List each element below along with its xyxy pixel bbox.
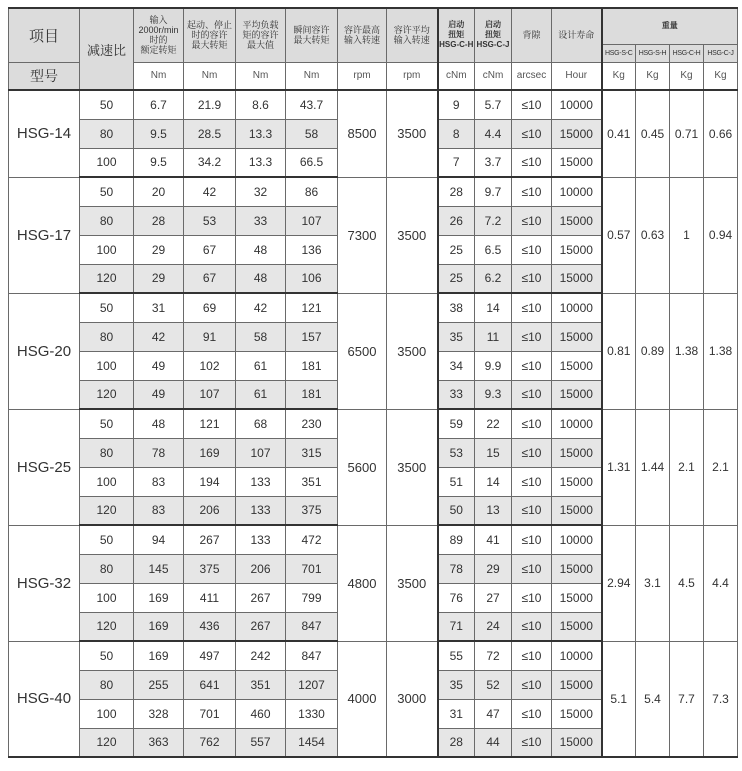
start-torque-c-j-cell: 14 — [475, 293, 512, 322]
ratio-cell: 80 — [80, 322, 134, 351]
instant-torque-cell: 121 — [286, 293, 338, 322]
ratio-cell: 50 — [80, 409, 134, 438]
instant-torque-cell: 1330 — [286, 699, 338, 728]
start-torque-c-j-cell: 24 — [475, 612, 512, 641]
weight-cell: 0.94 — [704, 177, 738, 293]
rated-torque-cell: 78 — [134, 438, 184, 467]
start-stop-torque-cell: 107 — [184, 380, 236, 409]
weight-cell: 1 — [670, 177, 704, 293]
start-torque-c-j-cell: 9.3 — [475, 380, 512, 409]
rated-torque-cell: 255 — [134, 670, 184, 699]
max-input-speed-cell: 4800 — [338, 525, 387, 641]
avg-load-torque-cell: 107 — [236, 438, 286, 467]
rated-torque-cell: 145 — [134, 554, 184, 583]
model-name: HSG-20 — [9, 293, 80, 409]
backlash-cell: ≤10 — [512, 612, 552, 641]
weight-cell: 5.4 — [636, 641, 670, 757]
life-cell: 15000 — [552, 380, 602, 409]
header-instant-torque: 瞬间容许 最大转矩 — [286, 8, 338, 62]
max-input-speed-cell: 7300 — [338, 177, 387, 293]
header-weight: 重量 — [602, 8, 738, 44]
ratio-cell: 50 — [80, 293, 134, 322]
start-stop-torque-cell: 42 — [184, 177, 236, 206]
start-stop-torque-cell: 28.5 — [184, 119, 236, 148]
start-torque-c-j-cell: 13 — [475, 496, 512, 525]
instant-torque-cell: 58 — [286, 119, 338, 148]
start-torque-c-h-cell: 7 — [438, 148, 475, 177]
start-torque-c-h-cell: 38 — [438, 293, 475, 322]
avg-load-torque-cell: 61 — [236, 380, 286, 409]
avg-load-torque-cell: 133 — [236, 496, 286, 525]
start-torque-c-h-cell: 78 — [438, 554, 475, 583]
avg-load-torque-cell: 48 — [236, 235, 286, 264]
ratio-cell: 120 — [80, 380, 134, 409]
table-row — [9, 90, 738, 119]
avg-load-torque-cell: 13.3 — [236, 148, 286, 177]
unit-start-torque-c-j: cNm — [475, 62, 512, 90]
start-torque-c-j-cell: 6.5 — [475, 235, 512, 264]
life-cell: 15000 — [552, 496, 602, 525]
model-name: HSG-25 — [9, 409, 80, 525]
unit-avg-input-speed: rpm — [387, 62, 438, 90]
start-stop-torque-cell: 762 — [184, 728, 236, 757]
weight-cell: 0.63 — [636, 177, 670, 293]
ratio-cell: 100 — [80, 583, 134, 612]
header-max-input-speed: 容许最高 输入转速 — [338, 8, 387, 62]
weight-cell: 1.44 — [636, 409, 670, 525]
weight-cell: 0.41 — [602, 90, 636, 177]
instant-torque-cell: 701 — [286, 554, 338, 583]
instant-torque-cell: 315 — [286, 438, 338, 467]
weight-cell: 0.89 — [636, 293, 670, 409]
backlash-cell: ≤10 — [512, 293, 552, 322]
start-stop-torque-cell: 67 — [184, 235, 236, 264]
start-torque-c-j-cell: 52 — [475, 670, 512, 699]
header-weight-model: HSG-S-C — [602, 44, 636, 62]
unit-weight: Kg — [602, 62, 636, 90]
avg-load-torque-cell: 42 — [236, 293, 286, 322]
header-item: 项目 — [9, 8, 80, 62]
life-cell: 15000 — [552, 148, 602, 177]
weight-cell: 0.66 — [704, 90, 738, 177]
start-torque-c-h-cell: 33 — [438, 380, 475, 409]
unit-life: Hour — [552, 62, 602, 90]
start-stop-torque-cell: 67 — [184, 264, 236, 293]
instant-torque-cell: 351 — [286, 467, 338, 496]
backlash-cell: ≤10 — [512, 496, 552, 525]
start-torque-c-j-cell: 44 — [475, 728, 512, 757]
life-cell: 15000 — [552, 351, 602, 380]
backlash-cell: ≤10 — [512, 177, 552, 206]
instant-torque-cell: 181 — [286, 351, 338, 380]
start-torque-c-j-cell: 14 — [475, 467, 512, 496]
max-input-speed-cell: 5600 — [338, 409, 387, 525]
avg-load-torque-cell: 68 — [236, 409, 286, 438]
table-row — [9, 525, 738, 554]
instant-torque-cell: 230 — [286, 409, 338, 438]
header-ratio: 减速比 — [80, 8, 134, 90]
backlash-cell: ≤10 — [512, 728, 552, 757]
backlash-cell: ≤10 — [512, 525, 552, 554]
start-torque-c-h-cell: 35 — [438, 322, 475, 351]
ratio-cell: 120 — [80, 264, 134, 293]
backlash-cell: ≤10 — [512, 670, 552, 699]
weight-cell: 2.1 — [670, 409, 704, 525]
start-torque-c-h-cell: 8 — [438, 119, 475, 148]
start-stop-torque-cell: 102 — [184, 351, 236, 380]
start-torque-c-j-cell: 22 — [475, 409, 512, 438]
unit-weight: Kg — [670, 62, 704, 90]
weight-cell: 3.1 — [636, 525, 670, 641]
weight-cell: 2.94 — [602, 525, 636, 641]
backlash-cell: ≤10 — [512, 206, 552, 235]
start-torque-c-h-cell: 31 — [438, 699, 475, 728]
instant-torque-cell: 799 — [286, 583, 338, 612]
ratio-cell: 120 — [80, 612, 134, 641]
weight-cell: 0.71 — [670, 90, 704, 177]
rated-torque-cell: 328 — [134, 699, 184, 728]
header-weight-model: HSG-C-H — [670, 44, 704, 62]
ratio-cell: 100 — [80, 699, 134, 728]
rated-torque-cell: 83 — [134, 467, 184, 496]
start-stop-torque-cell: 436 — [184, 612, 236, 641]
start-torque-c-h-cell: 28 — [438, 728, 475, 757]
life-cell: 15000 — [552, 670, 602, 699]
weight-cell: 2.1 — [704, 409, 738, 525]
instant-torque-cell: 375 — [286, 496, 338, 525]
start-stop-torque-cell: 206 — [184, 496, 236, 525]
start-torque-c-h-cell: 28 — [438, 177, 475, 206]
life-cell: 15000 — [552, 119, 602, 148]
model-name: HSG-14 — [9, 90, 80, 177]
start-torque-c-j-cell: 15 — [475, 438, 512, 467]
weight-cell: 0.81 — [602, 293, 636, 409]
instant-torque-cell: 86 — [286, 177, 338, 206]
ratio-cell: 100 — [80, 148, 134, 177]
header-avg-load-torque: 平均负载 矩的容许 最大值 — [236, 8, 286, 62]
start-torque-c-j-cell: 41 — [475, 525, 512, 554]
start-torque-c-j-cell: 3.7 — [475, 148, 512, 177]
avg-input-speed-cell: 3000 — [387, 641, 438, 757]
life-cell: 10000 — [552, 409, 602, 438]
life-cell: 15000 — [552, 612, 602, 641]
backlash-cell: ≤10 — [512, 148, 552, 177]
start-stop-torque-cell: 194 — [184, 467, 236, 496]
rated-torque-cell: 9.5 — [134, 148, 184, 177]
start-torque-c-j-cell: 27 — [475, 583, 512, 612]
weight-cell: 1.31 — [602, 409, 636, 525]
rated-torque-cell: 49 — [134, 380, 184, 409]
header-life: 设计寿命 — [552, 8, 602, 62]
ratio-cell: 50 — [80, 177, 134, 206]
start-stop-torque-cell: 69 — [184, 293, 236, 322]
life-cell: 15000 — [552, 322, 602, 351]
rated-torque-cell: 20 — [134, 177, 184, 206]
start-torque-c-h-cell: 71 — [438, 612, 475, 641]
table-row — [9, 293, 738, 322]
start-stop-torque-cell: 91 — [184, 322, 236, 351]
avg-load-torque-cell: 8.6 — [236, 90, 286, 119]
start-torque-c-h-cell: 25 — [438, 264, 475, 293]
start-stop-torque-cell: 701 — [184, 699, 236, 728]
start-torque-c-h-cell: 50 — [438, 496, 475, 525]
start-torque-c-j-cell: 72 — [475, 641, 512, 670]
unit-weight: Kg — [636, 62, 670, 90]
backlash-cell: ≤10 — [512, 641, 552, 670]
avg-load-torque-cell: 61 — [236, 351, 286, 380]
max-input-speed-cell: 6500 — [338, 293, 387, 409]
header-backlash: 背隙 — [512, 8, 552, 62]
unit-weight: Kg — [704, 62, 738, 90]
instant-torque-cell: 136 — [286, 235, 338, 264]
header-start-torque-c-j: 启动 扭矩 HSG-C-J — [475, 8, 512, 62]
start-torque-c-h-cell: 55 — [438, 641, 475, 670]
instant-torque-cell: 472 — [286, 525, 338, 554]
weight-cell: 1.38 — [704, 293, 738, 409]
avg-load-torque-cell: 13.3 — [236, 119, 286, 148]
ratio-cell: 80 — [80, 119, 134, 148]
instant-torque-cell: 847 — [286, 612, 338, 641]
life-cell: 10000 — [552, 177, 602, 206]
ratio-cell: 80 — [80, 438, 134, 467]
weight-cell: 4.4 — [704, 525, 738, 641]
start-torque-c-h-cell: 25 — [438, 235, 475, 264]
start-torque-c-h-cell: 51 — [438, 467, 475, 496]
avg-load-torque-cell: 48 — [236, 264, 286, 293]
header-rated-torque: 输入 2000r/min 时的 额定转矩 — [134, 8, 184, 62]
rated-torque-cell: 94 — [134, 525, 184, 554]
avg-load-torque-cell: 267 — [236, 583, 286, 612]
max-input-speed-cell: 8500 — [338, 90, 387, 177]
weight-cell: 4.5 — [670, 525, 704, 641]
model-name: HSG-40 — [9, 641, 80, 757]
backlash-cell: ≤10 — [512, 351, 552, 380]
table-row — [9, 409, 738, 438]
ratio-cell: 50 — [80, 90, 134, 119]
ratio-cell: 80 — [80, 670, 134, 699]
start-torque-c-j-cell: 29 — [475, 554, 512, 583]
instant-torque-cell: 43.7 — [286, 90, 338, 119]
start-torque-c-j-cell: 9.9 — [475, 351, 512, 380]
life-cell: 10000 — [552, 641, 602, 670]
backlash-cell: ≤10 — [512, 235, 552, 264]
weight-cell: 7.7 — [670, 641, 704, 757]
life-cell: 10000 — [552, 293, 602, 322]
header-weight-model: HSG-S-H — [636, 44, 670, 62]
backlash-cell: ≤10 — [512, 699, 552, 728]
start-torque-c-j-cell: 9.7 — [475, 177, 512, 206]
header-weight-model: HSG-C-J — [704, 44, 738, 62]
model-label: 型号 — [9, 62, 80, 90]
life-cell: 10000 — [552, 525, 602, 554]
avg-input-speed-cell: 3500 — [387, 90, 438, 177]
backlash-cell: ≤10 — [512, 380, 552, 409]
unit-rated-torque: Nm — [134, 62, 184, 90]
start-torque-c-h-cell: 35 — [438, 670, 475, 699]
backlash-cell: ≤10 — [512, 583, 552, 612]
max-input-speed-cell: 4000 — [338, 641, 387, 757]
rated-torque-cell: 29 — [134, 235, 184, 264]
unit-start-torque-c-h: cNm — [438, 62, 475, 90]
start-torque-c-j-cell: 6.2 — [475, 264, 512, 293]
avg-input-speed-cell: 3500 — [387, 409, 438, 525]
instant-torque-cell: 157 — [286, 322, 338, 351]
life-cell: 10000 — [552, 90, 602, 119]
start-stop-torque-cell: 267 — [184, 525, 236, 554]
backlash-cell: ≤10 — [512, 119, 552, 148]
unit-start-stop-torque: Nm — [184, 62, 236, 90]
unit-backlash: arcsec — [512, 62, 552, 90]
life-cell: 15000 — [552, 554, 602, 583]
backlash-cell: ≤10 — [512, 322, 552, 351]
header-start-stop-torque: 起动、停止 时的容许 最大转矩 — [184, 8, 236, 62]
avg-input-speed-cell: 3500 — [387, 177, 438, 293]
avg-load-torque-cell: 267 — [236, 612, 286, 641]
start-torque-c-j-cell: 4.4 — [475, 119, 512, 148]
start-torque-c-h-cell: 59 — [438, 409, 475, 438]
weight-cell: 1.38 — [670, 293, 704, 409]
life-cell: 15000 — [552, 438, 602, 467]
start-torque-c-h-cell: 34 — [438, 351, 475, 380]
start-torque-c-h-cell: 53 — [438, 438, 475, 467]
instant-torque-cell: 847 — [286, 641, 338, 670]
ratio-cell: 80 — [80, 554, 134, 583]
avg-load-torque-cell: 206 — [236, 554, 286, 583]
start-torque-c-h-cell: 26 — [438, 206, 475, 235]
rated-torque-cell: 169 — [134, 612, 184, 641]
start-torque-c-h-cell: 89 — [438, 525, 475, 554]
start-torque-c-j-cell: 47 — [475, 699, 512, 728]
start-stop-torque-cell: 169 — [184, 438, 236, 467]
rated-torque-cell: 169 — [134, 583, 184, 612]
avg-load-torque-cell: 351 — [236, 670, 286, 699]
start-stop-torque-cell: 34.2 — [184, 148, 236, 177]
rated-torque-cell: 29 — [134, 264, 184, 293]
unit-avg-load-torque: Nm — [236, 62, 286, 90]
rated-torque-cell: 28 — [134, 206, 184, 235]
unit-max-input-speed: rpm — [338, 62, 387, 90]
avg-load-torque-cell: 557 — [236, 728, 286, 757]
start-stop-torque-cell: 497 — [184, 641, 236, 670]
life-cell: 15000 — [552, 728, 602, 757]
ratio-cell: 100 — [80, 467, 134, 496]
ratio-cell: 120 — [80, 496, 134, 525]
unit-instant-torque: Nm — [286, 62, 338, 90]
life-cell: 15000 — [552, 699, 602, 728]
rated-torque-cell: 6.7 — [134, 90, 184, 119]
weight-cell: 0.57 — [602, 177, 636, 293]
table-row — [9, 177, 738, 206]
spec-table — [8, 7, 738, 758]
start-torque-c-j-cell: 11 — [475, 322, 512, 351]
ratio-cell: 80 — [80, 206, 134, 235]
rated-torque-cell: 48 — [134, 409, 184, 438]
instant-torque-cell: 107 — [286, 206, 338, 235]
start-stop-torque-cell: 411 — [184, 583, 236, 612]
start-torque-c-h-cell: 76 — [438, 583, 475, 612]
start-torque-c-h-cell: 9 — [438, 90, 475, 119]
rated-torque-cell: 42 — [134, 322, 184, 351]
backlash-cell: ≤10 — [512, 264, 552, 293]
avg-load-torque-cell: 58 — [236, 322, 286, 351]
avg-input-speed-cell: 3500 — [387, 525, 438, 641]
start-stop-torque-cell: 641 — [184, 670, 236, 699]
ratio-cell: 100 — [80, 351, 134, 380]
header-start-torque-c-h: 启动 扭矩 HSG-C-H — [438, 8, 475, 62]
instant-torque-cell: 106 — [286, 264, 338, 293]
rated-torque-cell: 363 — [134, 728, 184, 757]
start-stop-torque-cell: 53 — [184, 206, 236, 235]
backlash-cell: ≤10 — [512, 409, 552, 438]
rated-torque-cell: 9.5 — [134, 119, 184, 148]
avg-load-torque-cell: 242 — [236, 641, 286, 670]
table-row — [9, 641, 738, 670]
header-avg-input-speed: 容许平均 输入转速 — [387, 8, 438, 62]
backlash-cell: ≤10 — [512, 467, 552, 496]
rated-torque-cell: 31 — [134, 293, 184, 322]
avg-load-torque-cell: 33 — [236, 206, 286, 235]
model-name: HSG-17 — [9, 177, 80, 293]
life-cell: 15000 — [552, 583, 602, 612]
avg-input-speed-cell: 3500 — [387, 293, 438, 409]
life-cell: 15000 — [552, 467, 602, 496]
start-torque-c-j-cell: 7.2 — [475, 206, 512, 235]
instant-torque-cell: 66.5 — [286, 148, 338, 177]
weight-cell: 5.1 — [602, 641, 636, 757]
ratio-cell: 120 — [80, 728, 134, 757]
backlash-cell: ≤10 — [512, 438, 552, 467]
instant-torque-cell: 181 — [286, 380, 338, 409]
start-stop-torque-cell: 21.9 — [184, 90, 236, 119]
weight-cell: 0.45 — [636, 90, 670, 177]
start-stop-torque-cell: 375 — [184, 554, 236, 583]
ratio-cell: 100 — [80, 235, 134, 264]
weight-cell: 7.3 — [704, 641, 738, 757]
backlash-cell: ≤10 — [512, 554, 552, 583]
avg-load-torque-cell: 460 — [236, 699, 286, 728]
avg-load-torque-cell: 32 — [236, 177, 286, 206]
avg-load-torque-cell: 133 — [236, 467, 286, 496]
rated-torque-cell: 49 — [134, 351, 184, 380]
ratio-cell: 50 — [80, 525, 134, 554]
life-cell: 15000 — [552, 206, 602, 235]
life-cell: 15000 — [552, 235, 602, 264]
model-name: HSG-32 — [9, 525, 80, 641]
rated-torque-cell: 83 — [134, 496, 184, 525]
instant-torque-cell: 1207 — [286, 670, 338, 699]
avg-load-torque-cell: 133 — [236, 525, 286, 554]
ratio-cell: 50 — [80, 641, 134, 670]
instant-torque-cell: 1454 — [286, 728, 338, 757]
backlash-cell: ≤10 — [512, 90, 552, 119]
start-torque-c-j-cell: 5.7 — [475, 90, 512, 119]
rated-torque-cell: 169 — [134, 641, 184, 670]
life-cell: 15000 — [552, 264, 602, 293]
start-stop-torque-cell: 121 — [184, 409, 236, 438]
